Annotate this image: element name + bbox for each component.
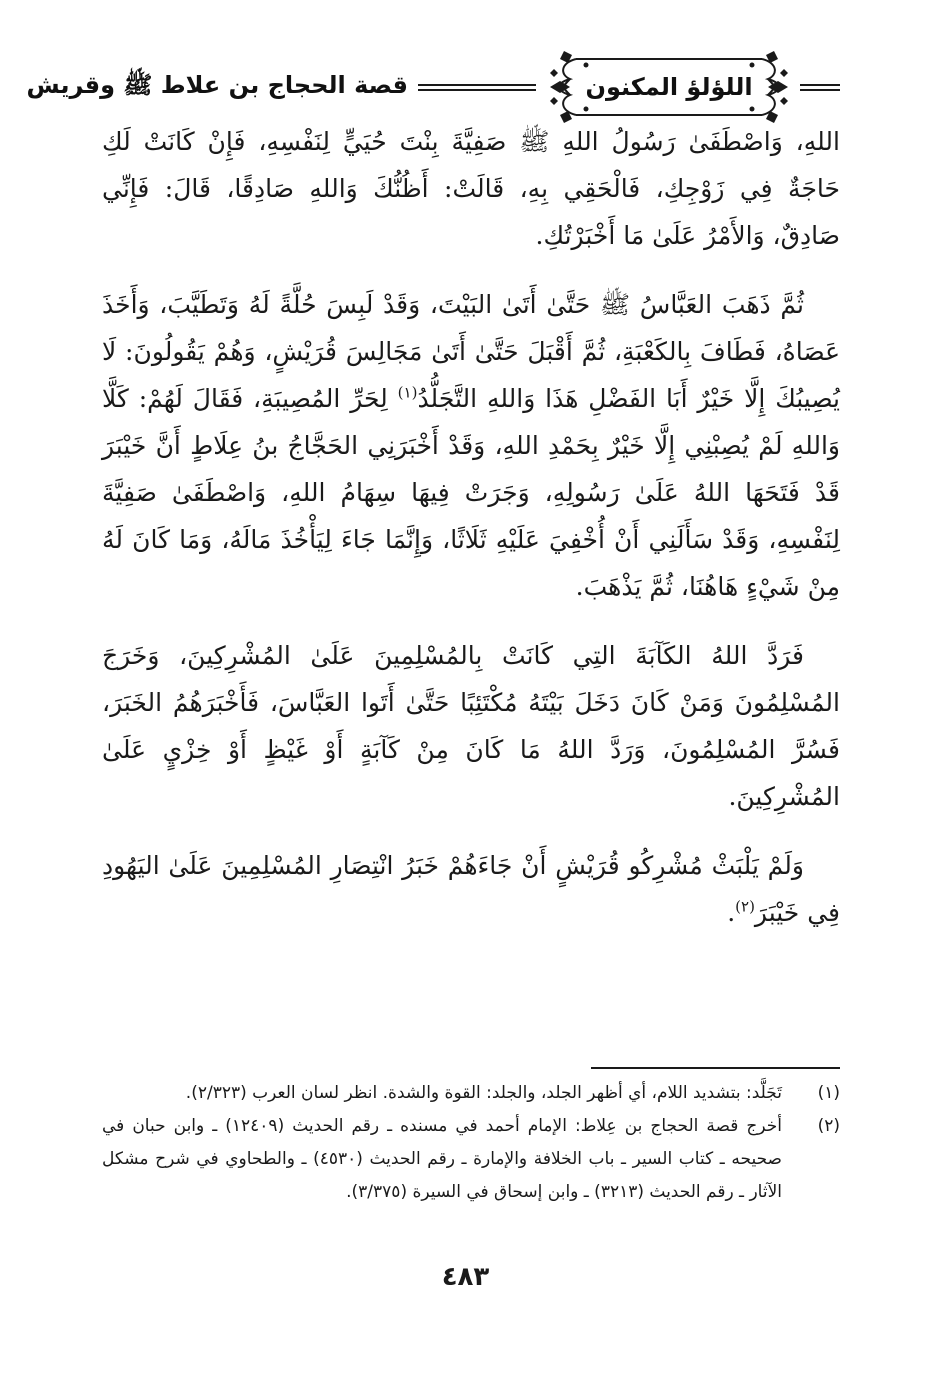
paragraph-2: [102, 281, 840, 610]
paragraph-3: [102, 632, 840, 820]
chapter-title: قصة الحجاج بن علاط ﷺ وقريش: [26, 70, 408, 99]
paragraph-4-end: .: [727, 898, 736, 927]
page-number: ٤٨٣: [441, 1262, 490, 1292]
header-rule-middle: [418, 84, 536, 91]
paragraph-1: [102, 118, 840, 259]
footnote-number: (٢): [817, 1116, 840, 1136]
header-rule-right: [800, 84, 840, 91]
paragraph-2-continuation: لِحَرِّ المُصِيبَةِ، فَقَالَ لَهُمْ: كَلَّا وَاللهِ لَمْ يُصِبْنِي إِلَّا خَيْرٌ بِحَمْدِ اللهِ، وَقَدْ أَخْبَرَنِي الحَجَّاجُ بنُ عِلَاطٍ أَنَّ خَيْبَرَ قَدْ فَتَحَهَا اللهُ عَلَىٰ رَسُولِهِ، وَجَرَتْ فِيهَا سِهَامُ اللهِ، وَاصْطَفَىٰ صَفِيَّةَ لِنَفْسِهِ، وَقَدْ سَأَلَنِي أَنْ أُخْفِيَ عَلَيْهِ ثَلَاثًا، وَإِنَّمَا جَاءَ لِيَأْخُذَ مَالَهُ، وَمَا كَانَ لَهُ مِنْ شَيْءٍ هَاهُنَا، ثُمَّ يَذْهَبَ.: [102, 384, 840, 601]
book-title: اللؤلؤ المكنون: [585, 73, 753, 101]
body-text: [102, 118, 840, 958]
paragraph-4: [102, 842, 840, 936]
footnotes: [102, 1077, 840, 1209]
footnote-2: [102, 1110, 840, 1209]
paragraph-1-text: اللهِ، وَاصْطَفَىٰ رَسُولُ اللهِ ﷺ صَفِيَّةَ بِنْتَ حُيَيٍّ لِنَفْسِهِ، فَإِنْ كَانَتْ لَكِ حَاجَةٌ فِي زَوْجِكِ، فَالْحَقِي بِهِ، قَالَتْ: أَظُنُّكَ وَاللهِ صَادِقًا، قَالَ: فَإِنِّي صَادِقٌ، وَالأَمْرُ عَلَىٰ مَا أَخْبَرْتُكِ.: [102, 127, 840, 250]
footnote-number: (١): [817, 1083, 840, 1103]
footnote-marker-2: (٢): [735, 897, 755, 916]
footnote-text: أخرج قصة الحجاج بن عِلاط: الإمام أحمد في مسنده ـ رقم الحديث (١٢٤٠٩) ـ وابن حبان في صحيحه ـ كتاب السير ـ باب الخلافة والإمارة ـ رقم الحديث (٤٥٣٠) ـ والطحاوي في شرح مشكل الآثار ـ رقم الحديث (٣٢١٣) ـ وابن إسحاق في السيرة (٣/٣٧٥).: [102, 1116, 782, 1202]
paragraph-3-text: فَرَدَّ اللهُ الكَآبَةَ التِي كَانَتْ بِالمُسْلِمِينَ عَلَىٰ المُشْرِكِينَ، وَخَرَجَ المُسْلِمُونَ وَمَنْ كَانَ دَخَلَ بَيْتَهُ مُكْتَئِبًا حَتَّىٰ أَتَوا العَبَّاسَ، فَأَخْبَرَهُمُ الخَبَرَ، فَسُرَّ المُسْلِمُونَ، وَرَدَّ اللهُ مَا كَانَ مِنْ كَآبَةٍ أَوْ غَيْظٍ أَوْ خِزْيٍ عَلَىٰ المُشْرِكِينَ.: [102, 641, 840, 811]
paragraph-4-text: وَلَمْ يَلْبَثْ مُشْرِكُو قُرَيْشٍ أَنْ جَاءَهُمْ خَبَرُ انْتِصَارِ المُسْلِمِينَ عَلَىٰ اليَهُودِ فِي خَيْبَرَ: [102, 851, 840, 927]
paragraph-2-text: ثُمَّ ذَهَبَ العَبَّاسُ ﷺ حَتَّىٰ أَتَىٰ البَيْتَ، وَقَدْ لَبِسَ حُلَّةً لَهُ وَتَطَيَّبَ، وَأَخَذَ عَصَاهُ، فَطَافَ بِالكَعْبَةِ، ثُمَّ أَقْبَلَ حَتَّىٰ أَتَىٰ مَجَالِسَ قُرَيْشٍ، وَهُمْ يَقُولُونَ: لَا يُصِيبُكَ إِلَّا خَيْرٌ أَبَا الفَضْلِ هَذَا وَاللهِ التَّجَلُّدُ: [102, 290, 840, 413]
footnote-separator: [591, 1067, 840, 1069]
footnote-marker-1: (١): [397, 383, 418, 402]
footnote-text: تَجَلَّد: بتشديد اللام، أي أظهر الجلد، والجلد: القوة والشدة. انظر لسان العرب (٢/٣٢٣).: [185, 1083, 782, 1103]
footnote-1: [102, 1077, 840, 1110]
book-title-badge: [546, 45, 792, 129]
